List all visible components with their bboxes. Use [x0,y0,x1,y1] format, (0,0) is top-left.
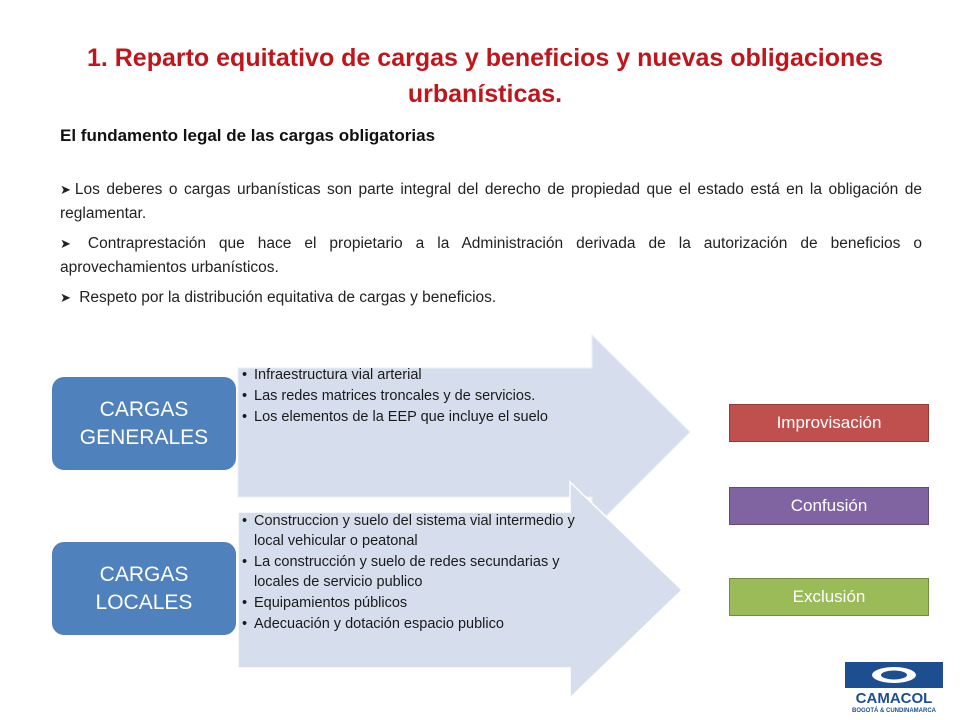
bullet-item: ➤ Los deberes o cargas urbanísticas son parte integral del derecho de propiedad que el estado está en la obligación de reglamentar. [60,181,922,222]
cargas-generales-box: CARGAS GENERALES [52,377,236,470]
arrow-bullet-icon: ➤ [60,236,71,251]
section-subtitle: El fundamento legal de las cargas obligatorias [60,126,436,145]
svg-text:CAMACOL: CAMACOL [855,690,933,707]
confusion-tag: Confusión [729,487,929,525]
arrow-bullet-icon: ➤ [60,290,71,305]
list-item: • Adecuación y dotación espacio publico [240,614,580,634]
exclusion-tag: Exclusión [729,578,929,616]
list-item: • Los elementos de la EEP que incluye el suelo [240,407,640,427]
cargas-locales-box: CARGAS LOCALES [52,542,236,635]
list-item: • Las redes matrices troncales y de servicios. [240,386,640,406]
list-item: • Infraestructura vial arterial [240,365,640,385]
bullet-item: ➤ Respeto por la distribución equitativa de cargas y beneficios. [60,289,497,306]
list-item: • La construcción y suelo de redes secundarias y locales de servicio publico [240,552,580,592]
camacol-logo [845,662,943,714]
improvisacion-tag: Improvisación [729,404,929,442]
cargas-locales-list [240,511,580,635]
bullet-item: ➤ Contraprestación que hace el propietario a la Administración derivada de la autorización de beneficios o aprovechamientos urbanísticos. [60,235,923,276]
slide-title: 1. Reparto equitativo de cargas y beneficios y nuevas obligaciones urbanísticas. [86,44,884,108]
cargas-generales-list [240,365,640,428]
arrow-bullet-icon: ➤ [60,182,71,197]
list-item: • Construccion y suelo del sistema vial intermedio y local vehicular o peatonal [240,511,580,551]
svg-text:BOGOTÁ & CUNDINAMARCA: BOGOTÁ & CUNDINAMARCA [852,708,936,714]
list-item: • Equipamientos públicos [240,593,580,613]
